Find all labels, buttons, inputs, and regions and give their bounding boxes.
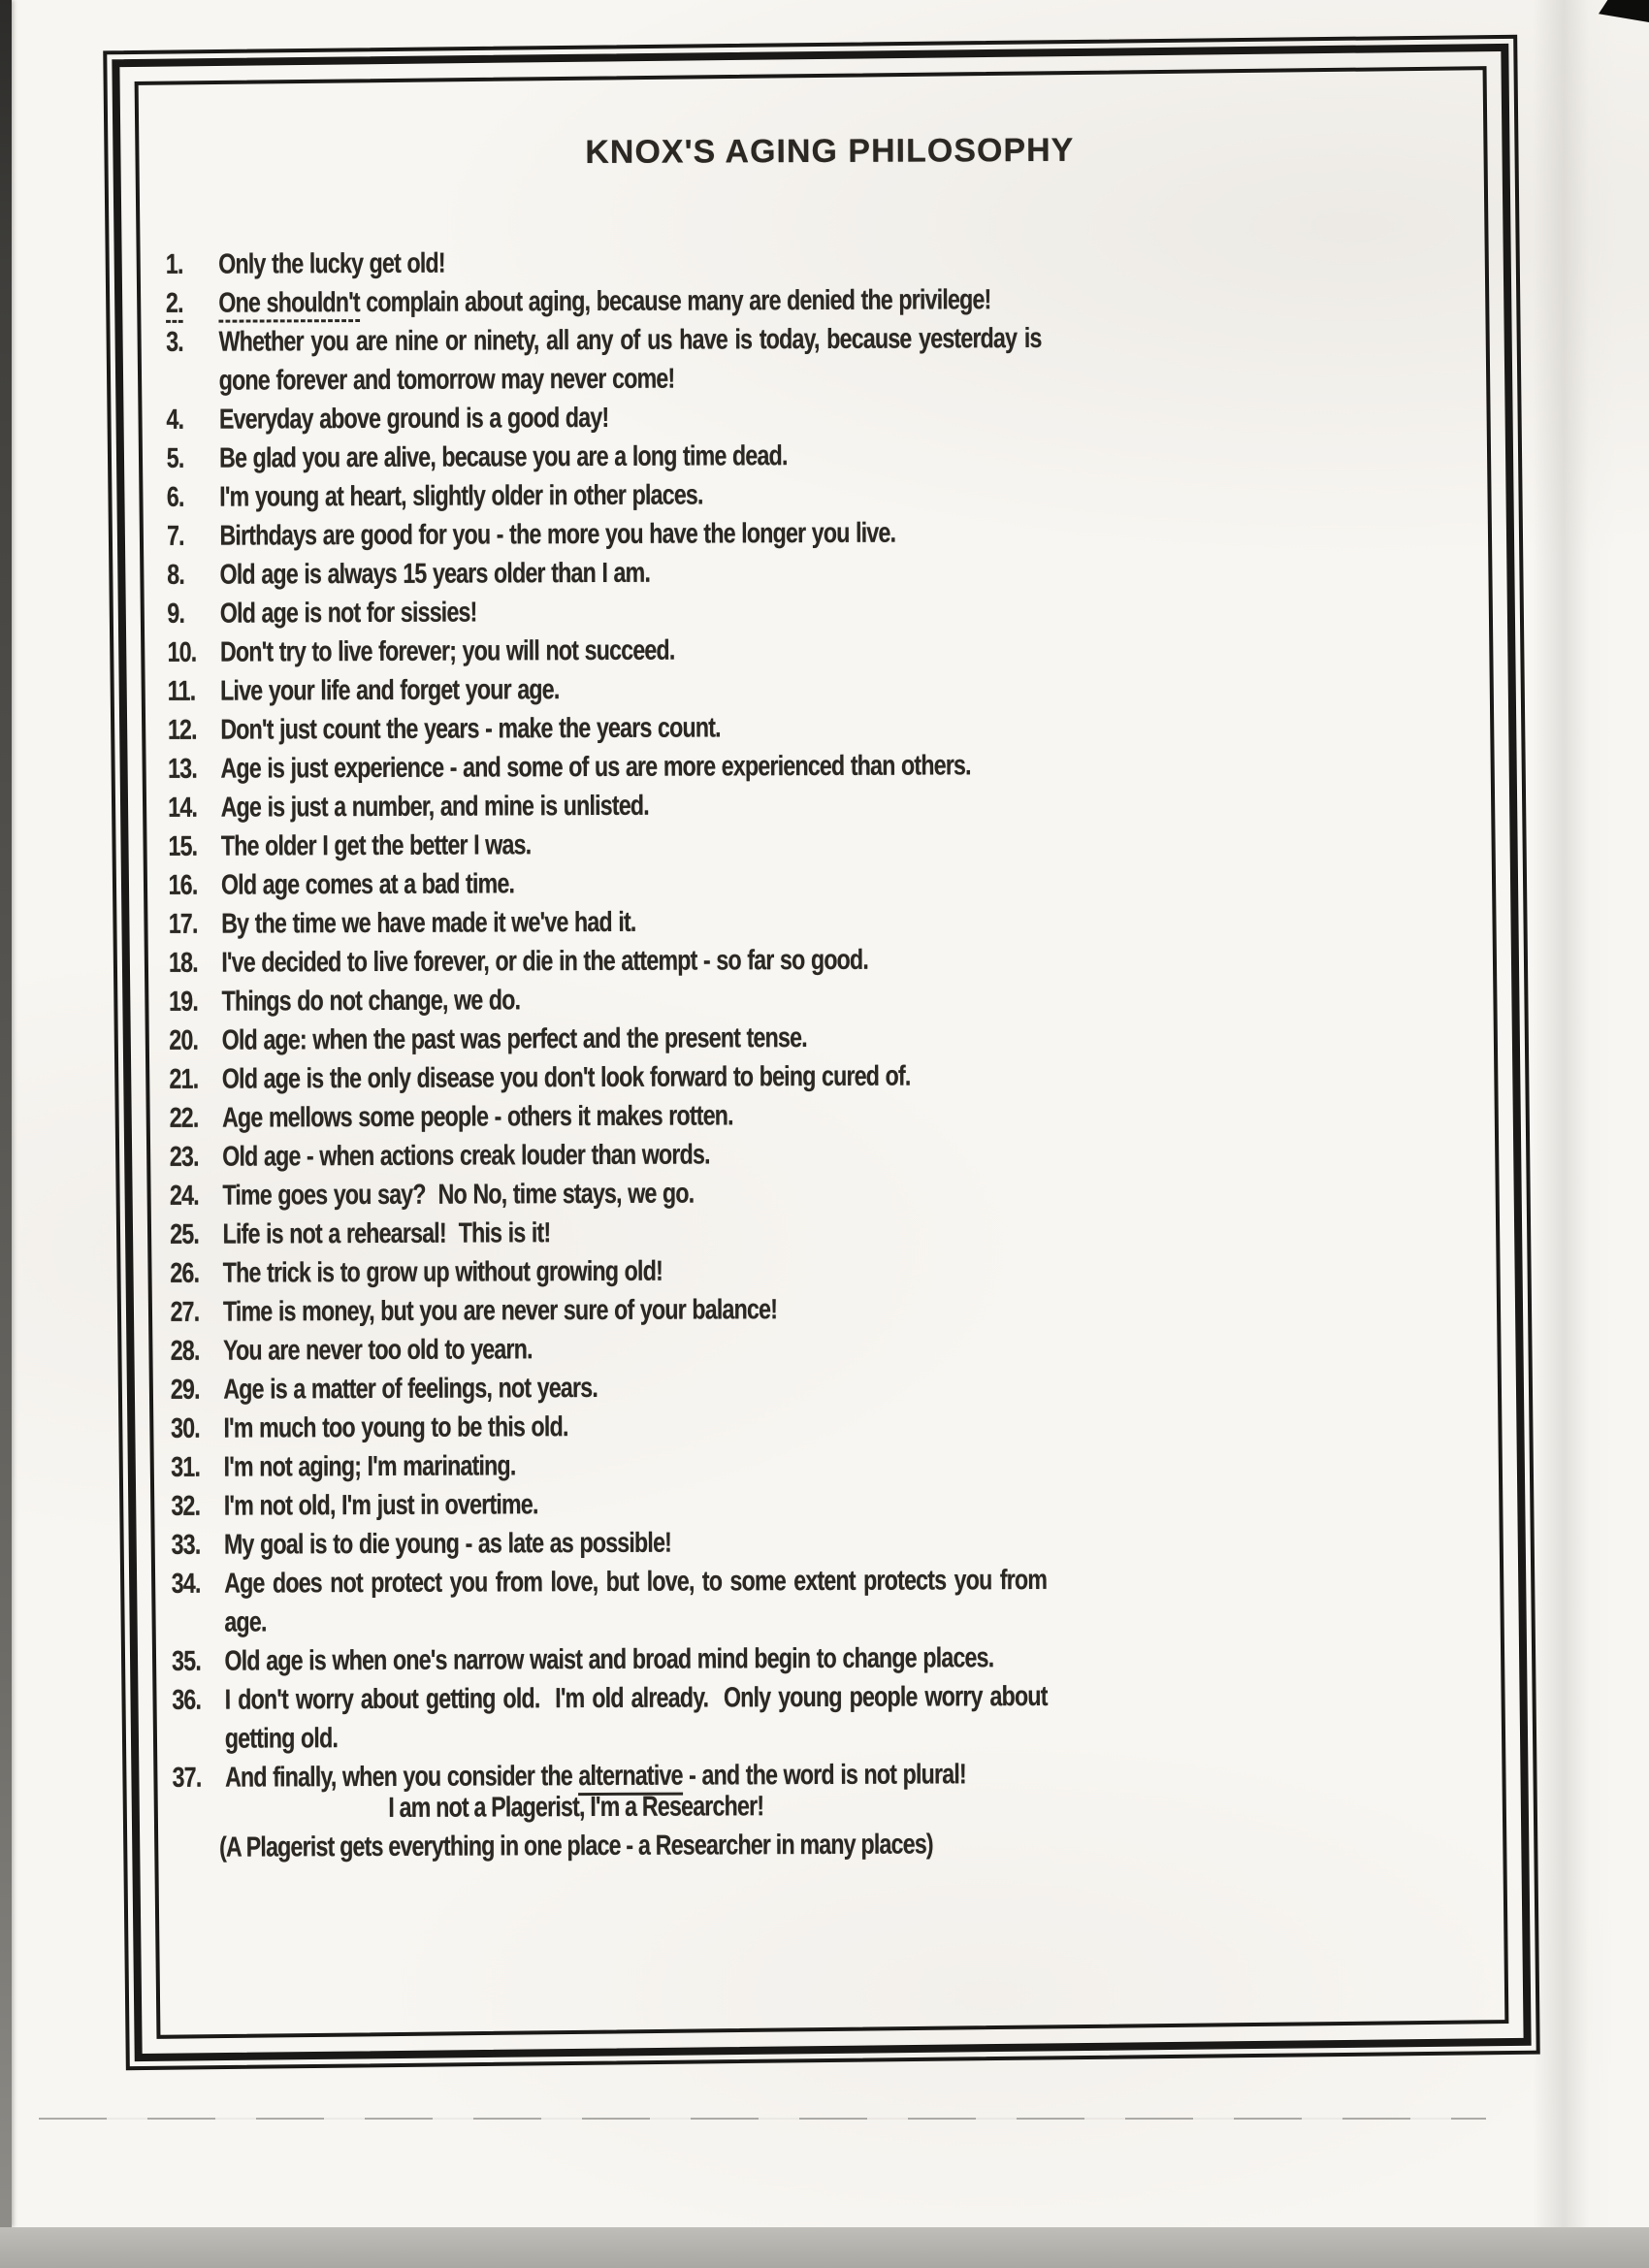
item-text: Old age is always 15 years older than I am. [219,557,651,591]
text-column [166,242,1049,1867]
item-text: One shouldn't complain about aging, because many are denied the privilege! [218,280,1041,323]
item-number: 10. [167,636,197,668]
item-number: 8. [167,559,185,591]
item-text: Old age comes at a bad time. [220,868,515,901]
item-number: 30. [170,1412,200,1444]
list-item [171,1444,1047,1487]
list-item [170,1134,1046,1177]
list-item [171,1328,1047,1371]
item-number: 19. [169,986,199,1018]
list-item [170,1250,1046,1293]
item-number: 36. [172,1684,202,1716]
aphorism-list [166,242,1048,1798]
list-item [169,979,1045,1021]
footer-claim: I am not a Plagerist, I'm a Researcher! [388,1791,764,1824]
item-number: 17. [168,908,198,940]
list-item [171,1483,1047,1526]
item-number: 33. [171,1529,201,1561]
list-item [168,785,1044,827]
item-number: 31. [171,1451,201,1483]
item-number: 22. [169,1102,199,1134]
item-number: 26. [170,1257,200,1289]
item-number: 28. [170,1335,200,1367]
list-item [170,1173,1046,1215]
item-number: 16. [168,869,198,901]
item-text: I'm young at heart, slightly older in other places. [219,479,703,513]
item-text: Everyday above ground is a good day! [218,402,609,436]
item-text: Things do not change, we do. [221,985,521,1018]
list-item [166,397,1042,439]
list-item [172,1677,1048,1759]
typed-content [146,77,1521,1867]
item-number: 7. [166,520,184,552]
item-number: 27. [170,1296,200,1328]
list-item [168,746,1044,789]
list-item [170,1212,1046,1254]
item-number: 32. [171,1490,201,1522]
item-text: I'm much too young to be this old. [223,1411,568,1444]
item-text: Birthdays are good for you - the more you have the longer you live. [219,517,896,552]
list-item [169,940,1045,983]
list-item [167,552,1043,595]
item-text: The older I get the better I was. [220,829,532,862]
list-item [167,513,1043,556]
item-text: Old age is the only disease you don't look forward to being cured of. [221,1060,911,1095]
item-number: 20. [169,1024,199,1056]
item-number: 13. [168,753,198,785]
item-text: By the time we have made it we've had it. [221,906,636,940]
item-number: 6. [166,481,184,513]
page-title: KNOX'S AGING PHILOSOPHY [585,131,1075,172]
item-number: 18. [168,947,198,979]
list-item [171,1522,1047,1565]
list-item [171,1406,1047,1448]
list-item [167,630,1043,672]
item-text: Time goes you say? No No, time stays, we go. [222,1178,695,1212]
footer-note: (A Plagerist gets everything in one place - a Researcher in many places) [218,1829,933,1863]
item-number: 34. [171,1568,201,1600]
list-item [169,862,1045,905]
item-number: 5. [166,442,184,474]
item-text: Old age: when the past was perfect and the present tense. [221,1022,807,1056]
item-number: 29. [170,1374,200,1406]
list-item [166,280,1042,323]
list-item [172,1561,1048,1642]
item-number: 25. [170,1218,200,1250]
paper-crease-line [39,2118,1486,2120]
item-text: I don't worry about getting old. I'm old already. Only young people worry about getting old. [224,1680,1048,1755]
item-text: Life is not a rehearsal! This is it! [222,1217,551,1250]
scanner-left-edge-artifact [0,0,12,2227]
item-text: I'm not aging; I'm marinating. [223,1450,516,1483]
list-item [168,707,1044,750]
scanner-bottom-edge-artifact [0,2227,1649,2268]
item-text: Only the lucky get old! [218,247,445,280]
item-text: Be glad you are alive, because you are a long time dead. [219,440,788,474]
list-item [167,436,1043,478]
item-text: Old age is when one's narrow waist and broad mind begin to change places. [224,1642,994,1677]
list-item [166,319,1042,401]
item-number: 3. [166,326,183,358]
item-number: 21. [169,1063,199,1095]
item-number: 35. [172,1645,202,1677]
item-number: 1. [165,248,183,280]
list-item [167,591,1043,633]
item-number: 37. [172,1762,202,1794]
item-text: Time is money, but you are never sure of your balance! [222,1294,778,1328]
item-text: Age does not protect you from love, but love, to some extent protects you from age. [224,1564,1048,1638]
list-item [168,668,1044,711]
list-item [171,1367,1047,1409]
item-number: 14. [168,792,198,824]
list-item [170,1095,1046,1138]
item-text: Age is just a number, and mine is unlisted. [220,790,649,824]
list-item [169,901,1045,944]
item-text: Old age is not for sissies! [219,597,477,630]
item-number: 2. [166,284,219,323]
item-text: Age mellows some people - others it makes rotten. [221,1100,733,1134]
item-text: You are never too old to yearn. [223,1334,533,1367]
item-text: Live your life and forget your age. [220,674,560,707]
item-text: Don't try to live forever; you will not succeed. [219,634,675,668]
item-text: Old age - when actions creak louder than words. [222,1139,710,1173]
item-number: 15. [168,830,198,862]
item-text: Age is a matter of feelings, not years. [223,1372,598,1406]
item-text: My goal is to die young - as late as possible! [223,1527,672,1561]
scanner-top-right-mark [1599,0,1649,22]
item-number: 9. [167,598,185,630]
item-number: 4. [166,404,184,436]
item-number: 24. [169,1180,199,1212]
list-item [169,1018,1045,1060]
item-text: And finally, when you consider the alternative - and the word is not plural! [225,1755,1048,1798]
item-text: Don't just count the years - make the years count. [220,712,721,746]
item-number: 12. [167,714,197,746]
list-item [168,824,1044,866]
item-number: 11. [167,675,196,707]
item-text: I'm not old, I'm just in overtime. [223,1489,538,1522]
item-text: Age is just experience - and some of us are more experienced than others. [220,750,971,785]
list-item [169,1056,1045,1099]
list-item [167,474,1043,517]
item-text: The trick is to grow up without growing old! [222,1255,663,1289]
list-item [166,242,1042,284]
item-number: 23. [169,1141,199,1173]
list-item [172,1638,1048,1681]
list-item [170,1289,1046,1332]
item-text: Whether you are nine or ninety, all any of us have is today, because yesterday is gone forever and tomorrow may never come! [218,322,1042,397]
item-text: I've decided to live forever, or die in the attempt - so far so good. [221,944,869,979]
